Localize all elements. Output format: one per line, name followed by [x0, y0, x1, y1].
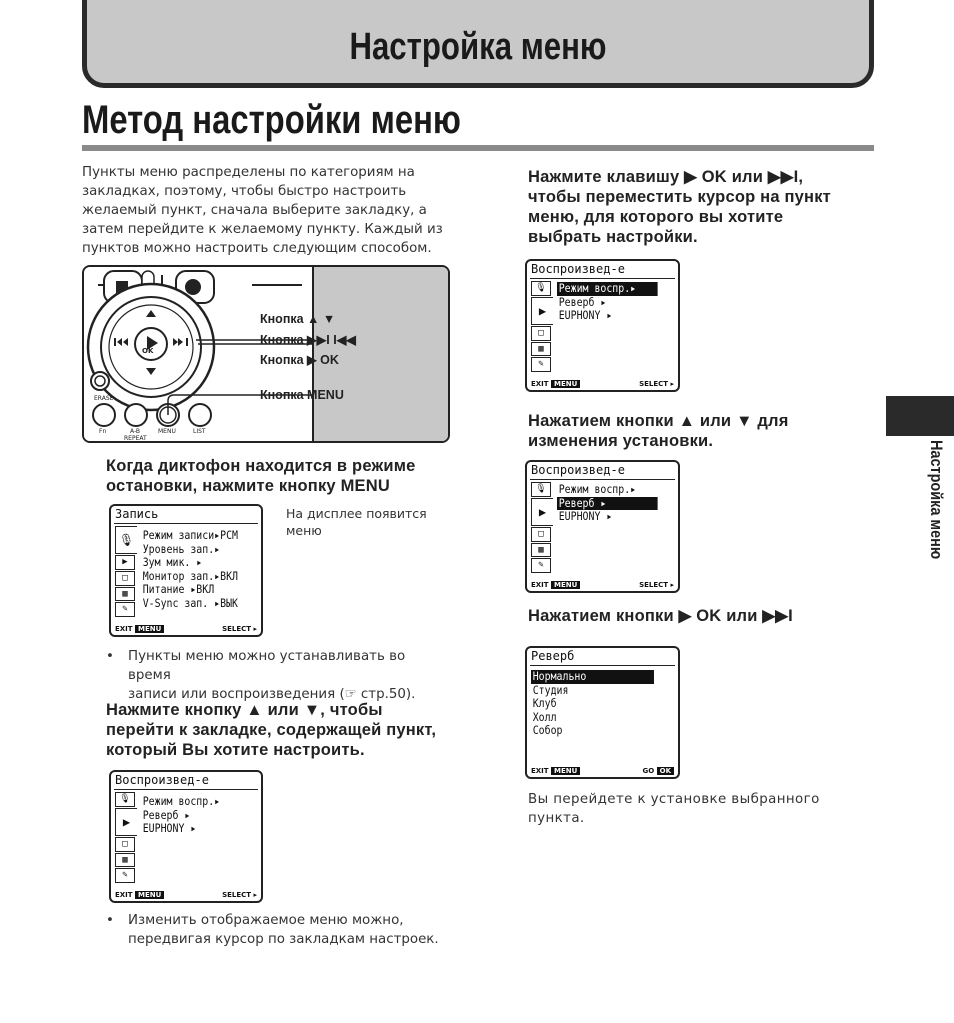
play-tab-icon: ▶ — [531, 498, 553, 526]
bullet-1: • Пункты меню можно устанавливать во время записи или воспроизведения (☞ стр.50). — [106, 649, 416, 702]
menu-badge: MENU — [135, 891, 164, 899]
menu-item: EUPHONY ▸ — [142, 821, 197, 835]
repeat-button-label: REPEAT — [124, 435, 147, 442]
screen-title: Запись — [115, 507, 159, 521]
display-tab-icon: □ — [531, 326, 551, 341]
chapter-side-tab — [886, 396, 954, 436]
menu-item: Реверб ▸ — [142, 807, 191, 822]
card-tab-icon: ▦ — [115, 853, 135, 868]
play-tab-icon: ▶ — [115, 808, 137, 836]
mic-tab-icon: 🎙 — [531, 281, 551, 296]
screen-playback-menu — [109, 770, 263, 903]
screen-reverb-selected — [525, 460, 680, 593]
title-rule — [82, 145, 874, 151]
select-label: SELECT ▸ — [222, 625, 257, 633]
menu-item: Питание ▸ВКЛ — [142, 582, 215, 596]
display-tab-icon: □ — [115, 837, 135, 852]
erase-button-label: ERASE — [94, 395, 114, 402]
tools-tab-icon: ✎ — [531, 357, 551, 372]
screen-title: Воспроизвед-е — [115, 773, 209, 787]
menu-button-label: MENU — [158, 428, 176, 435]
menu-item: EUPHONY ▸ — [558, 509, 613, 523]
chapter-side-label: Настройка меню — [927, 440, 946, 560]
option-item: Холл — [532, 709, 557, 724]
menu-item: V-Sync зап. ▸ВЫК — [142, 595, 238, 610]
menu-item: Уровень зап.▸ — [142, 541, 221, 556]
menu-badge: MENU — [551, 767, 580, 775]
menu-item: Монитор зап.▸ВКЛ — [142, 568, 238, 583]
display-tab-icon: □ — [115, 571, 135, 586]
recorder-diagram — [82, 265, 450, 443]
ok-badge: OK — [657, 767, 674, 775]
option-item: Клуб — [532, 696, 557, 710]
menu-item: Режим воспр.▸ — [558, 482, 637, 496]
step-3-text: Нажмите клавишу ▶ OK или ▶▶I, чтобы переместить курсор на пункт меню, для которого вы хотите выбрать настройки. — [528, 168, 831, 246]
menu-item: Зум мик. ▸ — [142, 555, 203, 569]
menu-badge: MENU — [135, 625, 164, 633]
screen-title: Воспроизвед-е — [531, 463, 625, 477]
screen-reverb-settings — [525, 646, 680, 779]
select-label: SELECT ▸ — [639, 581, 674, 589]
label-skip: Кнопка ▶▶I I◀◀ — [260, 333, 356, 347]
play-tab-icon: ▶ — [531, 297, 553, 325]
card-tab-icon: ▦ — [531, 543, 551, 558]
option-selected: Нормально — [531, 670, 654, 684]
menu-badge: MENU — [551, 581, 580, 589]
section-title: Метод настройки меню — [82, 98, 461, 142]
intro-text: Пункты меню распределены по категориям на закладках, поэтому, чтобы быстро настроить желаемый пункт, сначала выберите закладку, а затем перейдите к желаемому пункту. Каждый из пунктов можно настроить следующим способом. — [82, 165, 443, 256]
exit-label: EXIT — [115, 891, 133, 899]
exit-label: EXIT — [531, 767, 549, 775]
tools-tab-icon: ✎ — [115, 868, 135, 883]
option-item: Студия — [532, 682, 569, 697]
bullet-2: • Изменить отображаемое меню можно, передвигая курсор по закладкам настроек. — [106, 913, 439, 947]
final-text: Вы перейдете к установке выбранного пункта. — [528, 792, 820, 826]
select-label: SELECT ▸ — [639, 380, 674, 388]
exit-label: EXIT — [531, 380, 549, 388]
menu-item: EUPHONY ▸ — [558, 308, 613, 322]
screen-cursor-moved — [525, 259, 680, 392]
menu-item: Режим воспр.▸ — [142, 794, 221, 808]
exit-label: EXIT — [115, 625, 133, 633]
option-item: Собор — [532, 723, 563, 737]
screen-title: Реверб — [531, 649, 575, 663]
menu-item-selected: Реверб ▸ — [557, 497, 658, 511]
menu-badge: MENU — [551, 380, 580, 388]
menu-item: Реверб ▸ — [558, 294, 607, 309]
play-tab-icon: ▶ — [115, 555, 135, 570]
fn-button-label: Fn — [99, 428, 107, 435]
card-tab-icon: ▦ — [531, 342, 551, 357]
ok-button-label: OK — [142, 347, 154, 355]
screen-title: Воспроизвед-е — [531, 262, 625, 276]
step-2-text: Нажмите кнопку ▲ или ▼, чтобы перейти к закладке, содержащей пункт, который Вы хотите настроить. — [106, 701, 437, 759]
card-tab-icon: ▦ — [115, 587, 135, 602]
exit-label: EXIT — [531, 581, 549, 589]
ab-button-label: A-B — [130, 428, 141, 435]
display-tab-icon: □ — [531, 527, 551, 542]
go-label: GO — [642, 767, 655, 775]
step-1-text: Когда диктофон находится в режиме остановки, нажмите кнопку MENU — [106, 457, 416, 495]
menu-item: Режим записи▸PCM — [142, 528, 238, 542]
mic-tab-icon: 🎙 — [531, 482, 551, 497]
tools-tab-icon: ✎ — [115, 602, 135, 617]
mic-tab-icon: 🎙 — [115, 526, 137, 554]
menu-item-selected: Режим воспр.▸ — [557, 282, 658, 296]
mic-tab-icon: 🎙 — [115, 792, 135, 807]
list-button-label: LIST — [193, 428, 206, 435]
chapter-title: Настройка меню — [349, 26, 607, 68]
step-1-note: На дисплее появится меню — [286, 506, 427, 538]
label-menu: Кнопка MENU — [260, 388, 344, 402]
screen-record-menu — [109, 504, 263, 637]
tools-tab-icon: ✎ — [531, 558, 551, 573]
select-label: SELECT ▸ — [222, 891, 257, 899]
label-up-down: Кнопка ▲ ▼ — [260, 312, 336, 326]
step-5-text: Нажатием кнопки ▶ OK или ▶▶I — [528, 607, 793, 625]
step-4-text: Нажатием кнопки ▲ или ▼ для изменения установки. — [528, 412, 789, 450]
label-play-ok: Кнопка ▶ OK — [260, 353, 339, 367]
